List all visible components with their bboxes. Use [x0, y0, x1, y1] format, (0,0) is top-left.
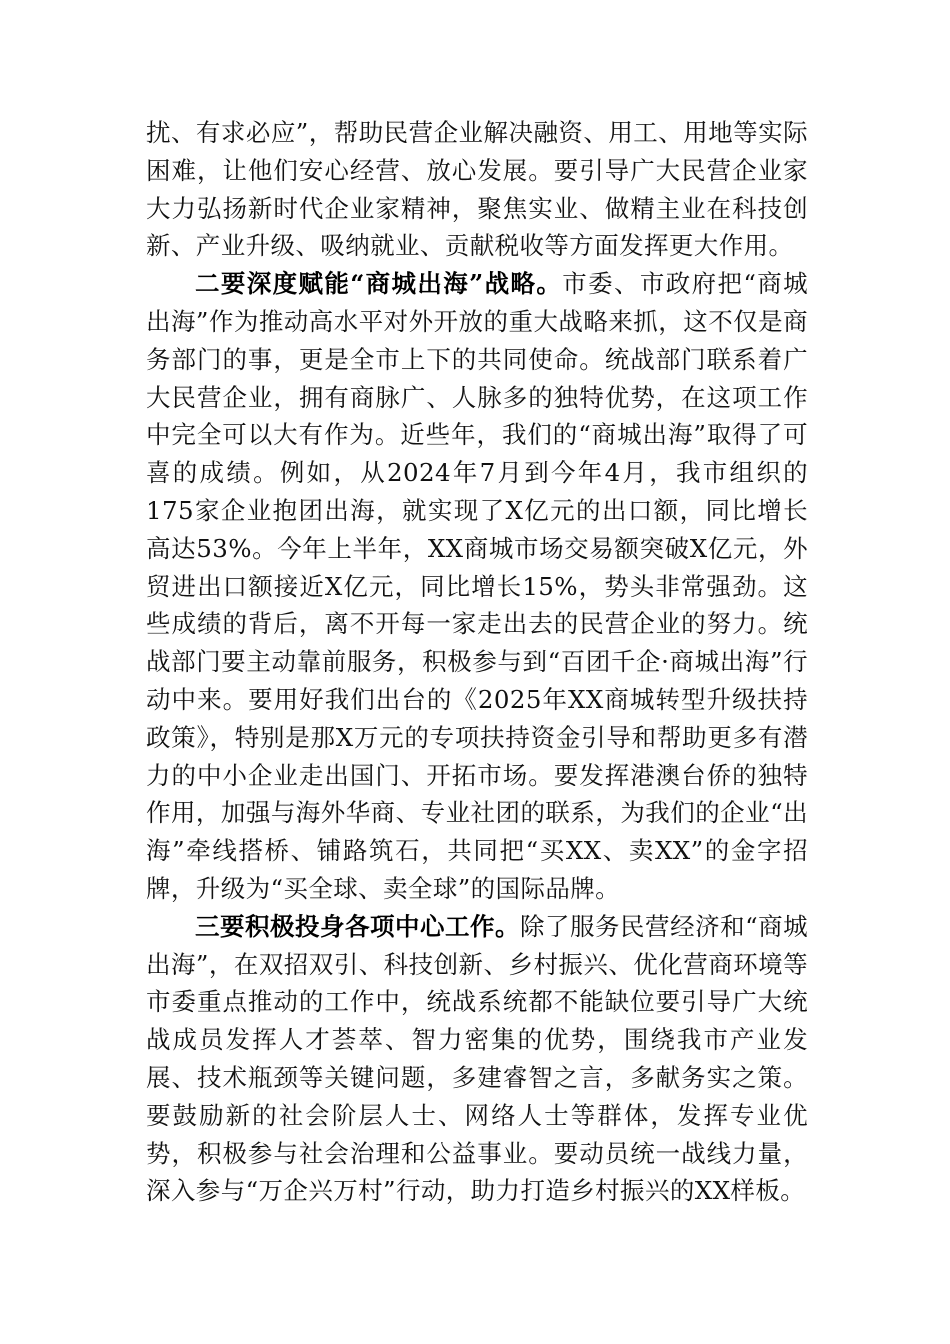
- paragraph-center-work: [146, 908, 808, 1210]
- paragraph-text: 市委、市政府把“商城出海”作为推动高水平对外开放的重大战略来抓，这不仅是商务部门的事，更是全市上下的共同使命。统战部门联系着广大民营企业，拥有商脉广、人脉多的独特优势，在这项工作中完全可以大有作为。近些年，我们的“商城出海”取得了可喜的成绩。例如，从2024年7月到今年4月，我市组织的175家企业抱团出海，就实现了X亿元的出口额，同比增长高达53%。今年上半年，XX商城市场交易额突破X亿元，外贸进出口额接近X亿元，同比增长15%，势头非常强劲。这些成绩的背后，离不开每一家走出去的民营企业的努力。统战部门要主动靠前服务，积极参与到“百团千企·商城出海”行动中来。要用好我们出台的《2025年XX商城转型升级扶持政策》，特别是那X万元的专项扶持资金引导和帮助更多有潜力的中小企业走出国门、开拓市场。要发挥港澳台侨的独特作用，加强与海外华商、专业社团的联系，为我们的企业“出海”牵线搭桥、铺路筑石，共同把“买XX、卖XX”的金字招牌，升级为“买全球、卖全球”的国际品牌。: [146, 269, 808, 903]
- document-body: [146, 114, 808, 1210]
- paragraph-shangcheng-chuhai: [146, 265, 808, 908]
- paragraph-continued: [146, 114, 808, 265]
- paragraph-heading: 二要深度赋能“商城出海”战略。: [195, 269, 563, 299]
- paragraph-text: 除了服务民营经济和“商城出海”，在双招双引、科技创新、乡村振兴、优化营商环境等市委重点推动的工作中，统战系统都不能缺位要引导广大统战成员发挥人才荟萃、智力密集的优势，围绕我市产业发展、技术瓶颈等关键问题，多建睿智之言，多献务实之策。要鼓励新的社会阶层人士、网络人士等群体，发挥专业优势，积极参与社会治理和公益事业。要动员统一战线力量，深入参与“万企兴万村”行动，助力打造乡村振兴的XX样板。: [146, 911, 809, 1206]
- paragraph-heading: 三要积极投身各项中心工作。: [195, 911, 521, 941]
- paragraph-text: 扰、有求必应”，帮助民营企业解决融资、用工、用地等实际困难，让他们安心经营、放心发展。要引导广大民营企业家大力弘扬新时代企业家精神，聚焦实业、做精主业在科技创新、产业升级、吸纳就业、贡献税收等方面发挥更大作用。: [146, 118, 808, 261]
